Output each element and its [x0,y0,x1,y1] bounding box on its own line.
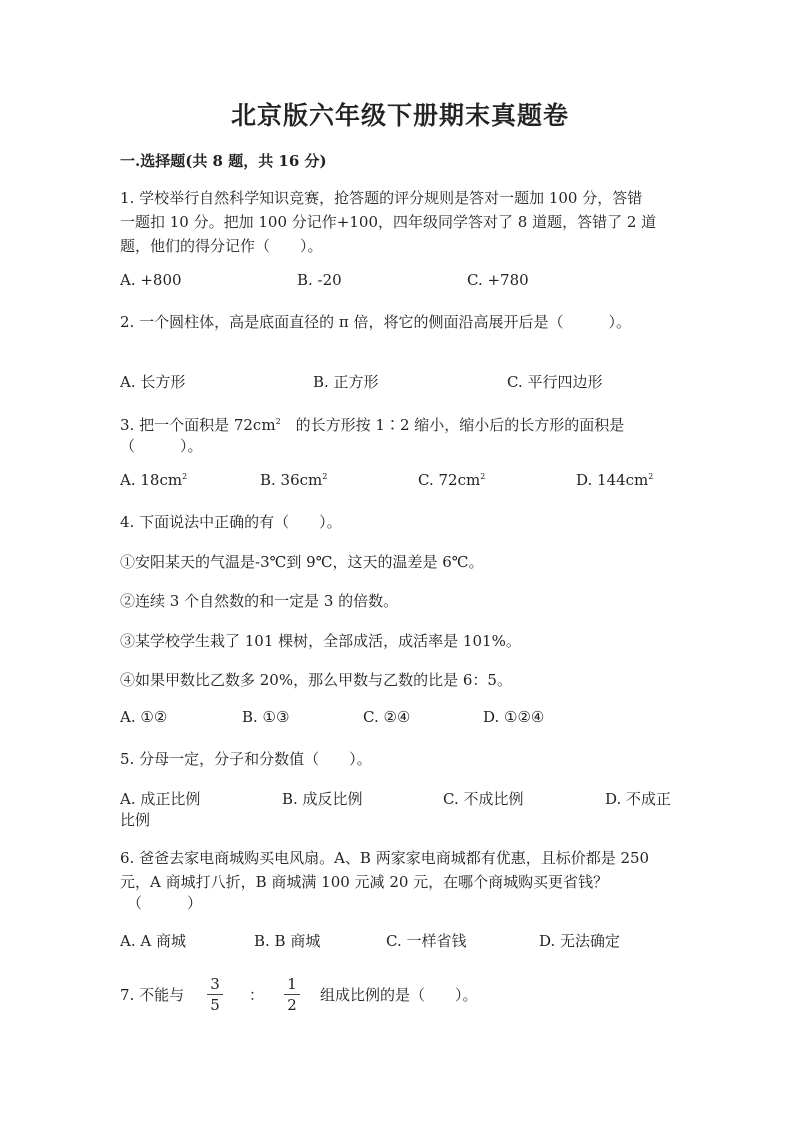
question-5-text: 5. 分母一定，分子和分数值（ ）。 [120,750,372,768]
question-6-line-2: 元，A 商城打八折，B 商城满 100 元减 20 元，在哪个商城购买更省钱？ [120,873,609,891]
question-1-line-3: 题，他们的得分记作（ ）。 [120,237,323,255]
fraction-denominator: 2 [287,996,297,1014]
superscript: 2 [648,472,654,481]
question-6-option-d: D. 无法确定 [539,932,621,950]
question-1-option-a: A. +800 [120,271,182,289]
fraction-bar [284,994,300,995]
question-6-line-3: （ ） [127,894,203,912]
question-3-line-1-start: 3. 把一个面积是 72cm [120,416,276,434]
superscript: 2 [182,472,188,481]
question-3-option-d [576,471,653,489]
question-3-line-2: （ ）。 [120,437,203,455]
question-1-option-c: C. +780 [467,271,529,289]
question-3-option-a [120,471,187,489]
superscript: 2 [322,472,328,481]
question-3-option-b [260,471,327,489]
question-5-option-d-wrap: 比例 [120,811,151,829]
fraction-numerator: 1 [287,975,297,993]
question-6-option-c: C. 一样省钱 [386,932,467,950]
fraction-bar [207,994,223,995]
page-title: 北京版六年级下册期末真题卷 [230,101,569,130]
question-5-option-a: A. 成正比例 [120,790,201,808]
question-3-option-c [418,471,485,489]
question-4-option-b: B. ①③ [242,708,290,726]
question-7-lead: 7. 不能与 [120,986,185,1004]
question-6-line-1: 6. 爸爸去家电商城购买电风扇。A、B 两家家电商城都有优惠，且标价都是 250 [120,849,650,867]
question-3-line-1-end: 的长方形按 1∶2 缩小，缩小后的长方形的面积是 [280,416,625,434]
superscript: 2 [275,417,281,426]
question-4-text: 4. 下面说法中正确的有（ ）。 [120,513,342,531]
question-4-option-a: A. ①② [120,708,168,726]
ratio-colon: ： [249,986,265,1004]
fraction-numerator: 3 [210,975,220,993]
fraction-1-2 [284,975,300,1014]
question-7-tail: 组成比例的是（ ）。 [320,986,478,1004]
question-4-statement-4: ④如果甲数比乙数多 20%，那么甲数与乙数的比是 6：5。 [120,671,512,689]
question-4-statement-3: ③某学校学生栽了 101 棵树，全部成活，成活率是 101%。 [120,632,521,650]
question-2-option-c: C. 平行四边形 [507,373,603,391]
question-3-line-1 [120,410,624,437]
question-4-option-c: C. ②④ [363,708,411,726]
fraction-denominator: 5 [210,996,220,1014]
question-1-option-b: B. -20 [297,271,342,289]
question-5-option-d: D. 不成正 [605,790,672,808]
option-text: B. 36cm [260,471,323,489]
question-2-text: 2. 一个圆柱体，高是底面直径的 π 倍，将它的侧面沿高展开后是（ ）。 [120,313,631,331]
question-4-statement-1: ①安阳某天的气温是-3℃到 9℃，这天的温差是 6℃。 [120,553,484,571]
section-heading: 一.选择题(共 8 题，共 16 分) [120,152,327,170]
option-text: A. 18cm [120,471,183,489]
question-6-option-b: B. B 商城 [254,932,321,950]
option-text: D. 144cm [576,471,649,489]
question-2-option-a: A. 长方形 [120,373,186,391]
question-5-option-b: B. 成反比例 [282,790,363,808]
option-text: C. 72cm [418,471,481,489]
question-4-option-d: D. ①②④ [483,708,545,726]
question-4-statement-2: ②连续 3 个自然数的和一定是 3 的倍数。 [120,592,399,610]
question-6-option-a: A. A 商城 [120,932,186,950]
question-5-option-c: C. 不成比例 [443,790,524,808]
question-1-line-2: 一题扣 10 分。把加 100 分记作+100，四年级同学答对了 8 道题，答错了 2 道 [120,213,657,231]
question-2-option-b: B. 正方形 [313,373,379,391]
fraction-3-5 [207,975,223,1014]
question-1-line-1: 1. 学校举行自然科学知识竞赛，抢答题的评分规则是答对一题加 100 分，答错 [120,189,643,207]
superscript: 2 [480,472,486,481]
